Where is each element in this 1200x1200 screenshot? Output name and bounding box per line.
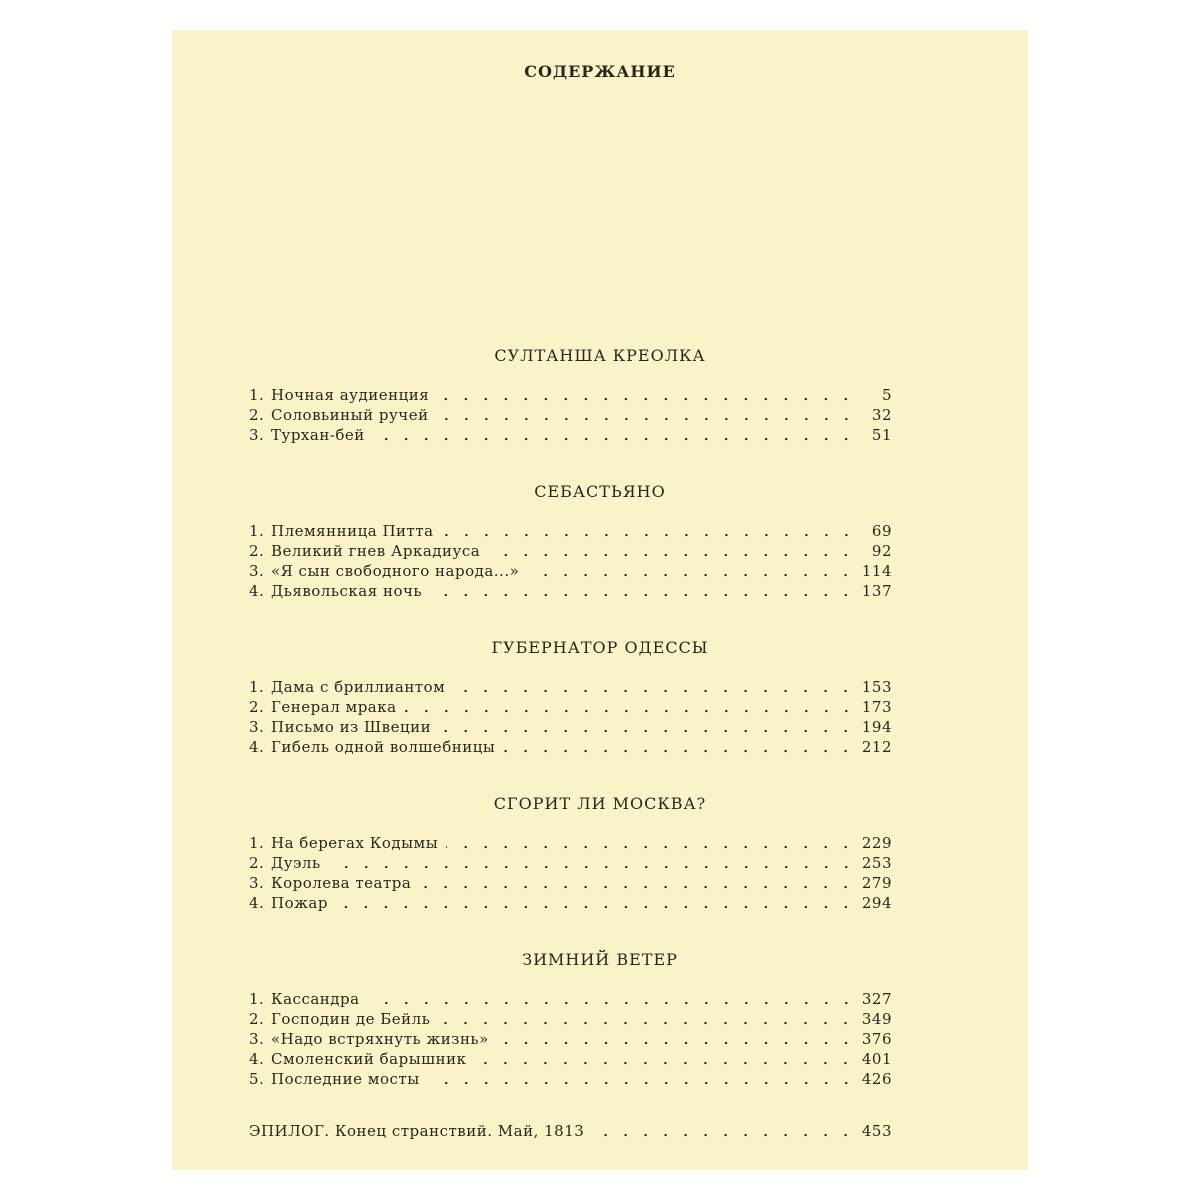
chapter-title: Дьявольская ночь: [271, 582, 423, 600]
dot-leader: [497, 1041, 856, 1045]
chapter-title: «Надо встряхнуть жизнь»: [271, 1030, 489, 1048]
chapter-title: Последние мосты: [271, 1070, 420, 1088]
page-number: 253: [861, 854, 892, 872]
toc-entry: [249, 560, 892, 580]
dot-leader: [592, 1133, 856, 1137]
toc-entry: [249, 736, 892, 756]
toc-entry: [249, 676, 892, 696]
chapter-number: 2.: [249, 1010, 265, 1028]
dot-leader: [428, 1081, 856, 1085]
chapter-title: Дуэль: [271, 854, 321, 872]
page-number: 376: [861, 1030, 892, 1048]
page-number: 279: [861, 874, 892, 892]
toc-entry: [249, 1068, 892, 1088]
chapter-number: 4.: [249, 582, 265, 600]
page-number: 327: [861, 990, 892, 1008]
chapter-number: 2.: [249, 542, 265, 560]
dot-leader: [419, 885, 856, 889]
chapter-title: Гибель одной волшебницы: [271, 738, 496, 756]
part-heading: СГОРИТ ЛИ МОСКВА?: [493, 794, 707, 813]
dot-leader: [439, 729, 856, 733]
page-number: 401: [861, 1050, 892, 1068]
part-heading: ГУБЕРНАТОР ОДЕССЫ: [491, 638, 709, 657]
toc-entry: [249, 696, 892, 716]
chapter-title: Письмо из Швеции: [271, 718, 432, 736]
dot-leader: [446, 845, 856, 849]
toc-entry: [249, 988, 892, 1008]
chapter-title: Королева театра: [271, 874, 412, 892]
page-number: 51: [871, 426, 892, 444]
dot-leader: [405, 709, 856, 713]
toc-entry: [249, 1028, 892, 1048]
toc-entry-epilogue: [249, 1120, 892, 1140]
chapter-number: 3.: [249, 426, 265, 444]
chapter-number: 4.: [249, 1050, 265, 1068]
page-number: 349: [861, 1010, 892, 1028]
dot-leader: [336, 905, 856, 909]
page-number: 426: [861, 1070, 892, 1088]
part-heading: СЕБАСТЬЯНО: [534, 482, 666, 501]
epilogue-title: ЭПИЛОГ. Конец странствий. Май, 1813: [249, 1122, 585, 1140]
chapter-title: Великий гнев Аркадиуса: [271, 542, 481, 560]
chapter-number: 4.: [249, 894, 265, 912]
page-number: 194: [861, 718, 892, 736]
page-number: 229: [861, 834, 892, 852]
toc-entry: [249, 852, 892, 872]
dot-leader: [437, 397, 856, 401]
page-title: СОДЕРЖАНИЕ: [524, 62, 676, 81]
dot-leader: [527, 573, 856, 577]
chapter-number: 3.: [249, 874, 265, 892]
dot-leader: [438, 1021, 855, 1025]
page-number: 69: [871, 522, 892, 540]
chapter-title: Ночная аудиенция: [271, 386, 430, 404]
page-number: 92: [871, 542, 892, 560]
dot-leader: [503, 749, 856, 753]
chapter-number: 1.: [249, 834, 265, 852]
chapter-number: 2.: [249, 406, 265, 424]
page-number: 453: [861, 1122, 892, 1140]
dot-leader: [373, 437, 856, 441]
page-number: 294: [861, 894, 892, 912]
dot-leader: [474, 1061, 855, 1065]
chapter-title: Кассандра: [271, 990, 360, 1008]
chapter-number: 3.: [249, 562, 265, 580]
dot-leader: [488, 553, 856, 557]
toc-entry: [249, 384, 892, 404]
chapter-number: 1.: [249, 522, 265, 540]
chapter-number: 1.: [249, 386, 265, 404]
chapter-number: 2.: [249, 698, 265, 716]
page-number: 173: [861, 698, 892, 716]
part-heading: СУЛТАНША КРЕОЛКА: [494, 346, 706, 365]
toc-entry: [249, 404, 892, 424]
page-number: 137: [861, 582, 892, 600]
chapter-number: 2.: [249, 854, 265, 872]
toc-entry: [249, 1048, 892, 1068]
toc-entry: [249, 832, 892, 852]
dot-leader: [430, 593, 856, 597]
dot-leader: [368, 1001, 856, 1005]
chapter-title: Генерал мрака: [271, 698, 397, 716]
page-number: 32: [871, 406, 892, 424]
dot-leader: [442, 533, 856, 537]
chapter-title: Господин де Бейль: [271, 1010, 431, 1028]
chapter-number: 4.: [249, 738, 265, 756]
chapter-title: «Я сын свободного народа...»: [271, 562, 520, 580]
chapter-title: Соловьиный ручей: [271, 406, 429, 424]
toc-entry: [249, 872, 892, 892]
chapter-title: На берегах Кодымы: [271, 834, 439, 852]
book-page: [172, 30, 1028, 1170]
dot-leader: [437, 417, 856, 421]
page-number: 212: [861, 738, 892, 756]
chapter-title: Дама с бриллиантом: [271, 678, 446, 696]
page-number: 5: [881, 386, 892, 404]
chapter-title: Пожар: [271, 894, 328, 912]
part-heading: ЗИМНИЙ ВЕТЕР: [522, 950, 678, 969]
chapter-number: 3.: [249, 1030, 265, 1048]
dot-leader: [329, 865, 856, 869]
toc-entry: [249, 520, 892, 540]
dot-leader: [453, 689, 856, 693]
chapter-title: Турхан-бей: [271, 426, 365, 444]
toc-entry: [249, 540, 892, 560]
chapter-number: 5.: [249, 1070, 265, 1088]
chapter-number: 1.: [249, 990, 265, 1008]
chapter-title: Смоленский барышник: [271, 1050, 467, 1068]
chapter-number: 3.: [249, 718, 265, 736]
chapter-number: 1.: [249, 678, 265, 696]
page-number: 153: [861, 678, 892, 696]
page-number: 114: [861, 562, 892, 580]
toc-entry: [249, 424, 892, 444]
chapter-title: Племянница Питта: [271, 522, 434, 540]
toc-entry: [249, 580, 892, 600]
toc-entry: [249, 892, 892, 912]
toc-entry: [249, 716, 892, 736]
toc-entry: [249, 1008, 892, 1028]
